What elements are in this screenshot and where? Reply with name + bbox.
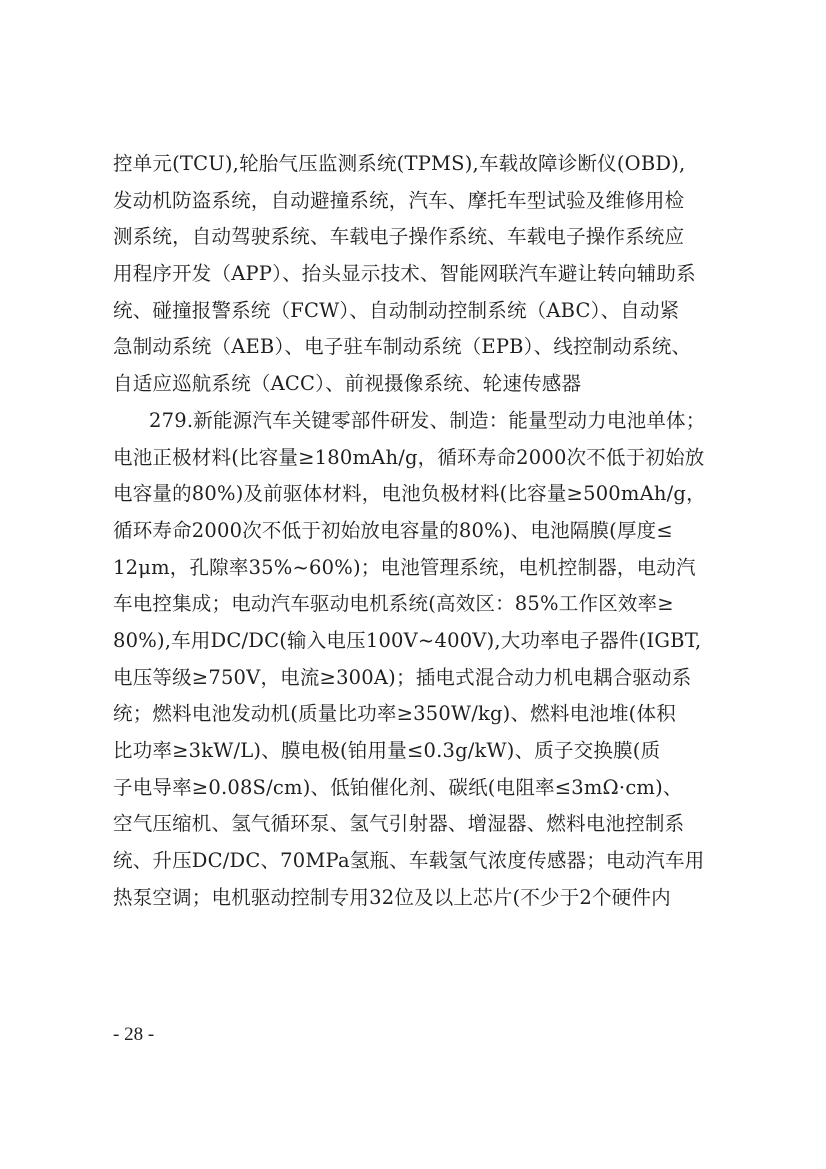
body-line: 12μm，孔隙率35%~60%)；电池管理系统，电机控制器，电动汽 <box>113 555 696 579</box>
body-line: 80%),车用DC/DC(输入电压100V~400V),大功率电子器件(IGBT, <box>113 628 702 652</box>
body-line: 子电导率≥0.08S/cm)、低铂催化剂、碳纸(电阻率≤3mΩ·cm)、 <box>113 775 683 799</box>
body-line: 热泵空调；电机驱动控制专用32位及以上芯片(不少于2个硬件内 <box>113 885 671 909</box>
body-line: 测系统，自动驾驶系统、车载电子操作系统、车载电子操作系统应 <box>113 225 685 249</box>
body-line: 发动机防盗系统，自动避撞系统，汽车、摩托车型试验及维修用检 <box>113 188 685 212</box>
paragraph-first-line: 279.新能源汽车关键零部件研发、制造：能量型动力电池单体； <box>149 408 706 432</box>
body-line: 统；燃料电池发动机(质量比功率≥350W/kg)、燃料电池堆(体积 <box>113 702 676 726</box>
body-line: 电压等级≥750V，电流≥300A)；插电式混合动力机电耦合驱动系 <box>113 665 692 689</box>
body-line: 急制动系统（AEB）、电子驻车制动系统（EPB）、线控制动系统、 <box>113 335 692 359</box>
body-line: 车电控集成；电动汽车驱动电机系统(高效区：85%工作区效率≥ <box>113 592 674 616</box>
body-line: 用程序开发（APP）、抬头显示技术、智能网联汽车避让转向辅助系 <box>113 262 696 286</box>
body-line: 电容量的80%)及前驱体材料，电池负极材料(比容量≥500mAh/g， <box>113 482 706 506</box>
document-body <box>113 146 713 916</box>
page-number: - 28 - <box>113 1024 155 1045</box>
body-line: 比功率≥3kW/L)、膜电极(铂用量≤0.3g/kW)、质子交换膜(质 <box>113 739 661 762</box>
body-line: 循环寿命2000次不低于初始放电容量的80%)、电池隔膜(厚度≤ <box>113 518 673 542</box>
body-line: 自适应巡航系统（ACC）、前视摄像系统、轮速传感器 <box>113 372 582 396</box>
body-line: 电池正极材料(比容量≥180mAh/g，循环寿命2000次不低于初始放 <box>113 445 705 469</box>
body-line: 统、碰撞报警系统（FCW）、自动制动控制系统（ABC）、自动紧 <box>113 298 680 322</box>
body-line: 空气压缩机、氢气循环泵、氢气引射器、增湿器、燃料电池控制系 <box>113 812 685 836</box>
body-line: 统、升压DC/DC、70MPa氢瓶、车载氢气浓度传感器；电动汽车用 <box>113 849 705 873</box>
body-line: 控单元(TCU),轮胎气压监测系统(TPMS),车载故障诊断仪(OBD), <box>113 152 686 175</box>
